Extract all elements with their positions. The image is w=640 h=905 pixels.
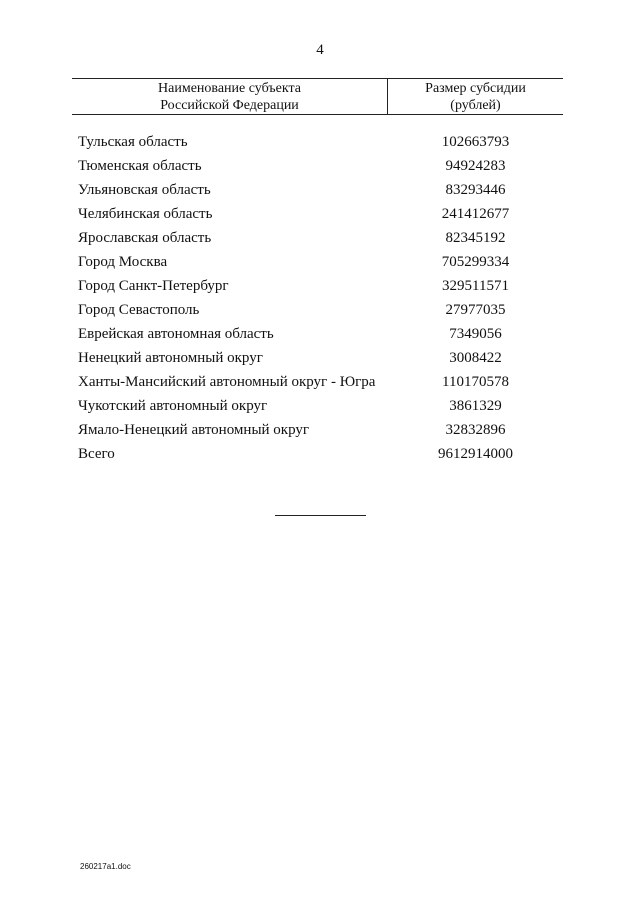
subsidy-amount: 3861329 — [449, 398, 502, 414]
subject-name: Ненецкий автономный округ — [78, 350, 263, 366]
column-header-subject — [72, 80, 387, 114]
end-of-table-rule — [275, 515, 366, 516]
total-amount: 9612914000 — [438, 446, 513, 462]
table-row-total — [78, 444, 563, 468]
table-row — [78, 228, 563, 252]
subject-name: Город Севастополь — [78, 302, 200, 318]
total-label: Всего — [78, 446, 115, 462]
subsidy-table-body — [78, 132, 563, 468]
table-row — [78, 324, 563, 348]
column-header-subject-line1: Наименование субъекта — [158, 81, 301, 96]
subsidy-amount: 27977035 — [445, 302, 506, 318]
subsidy-amount: 329511571 — [442, 278, 509, 294]
subsidy-amount: 82345192 — [445, 230, 506, 246]
subject-name: Город Санкт-Петербург — [78, 278, 229, 294]
subsidy-amount: 110170578 — [442, 374, 509, 390]
subject-name: Ямало-Ненецкий автономный округ — [78, 422, 310, 438]
subsidy-amount: 3008422 — [449, 350, 502, 366]
column-header-amount — [388, 80, 563, 114]
subject-name: Ульяновская область — [78, 182, 211, 198]
subject-name: Тульская область — [78, 134, 188, 150]
subsidy-amount: 94924283 — [445, 158, 506, 174]
subsidy-amount: 241412677 — [441, 206, 510, 222]
subsidy-amount: 32832896 — [445, 422, 506, 438]
table-row — [78, 372, 563, 396]
subject-name: Чукотский автономный округ — [78, 398, 268, 414]
table-row — [78, 252, 563, 276]
subject-name: Ярославская область — [78, 230, 212, 246]
table-row — [78, 204, 563, 228]
table-row — [78, 156, 563, 180]
table-row — [78, 348, 563, 372]
table-header-bottom-rule — [72, 114, 563, 115]
subsidy-amount: 102663793 — [441, 134, 510, 150]
table-row — [78, 300, 563, 324]
column-header-amount-line1: Размер субсидии — [425, 81, 526, 96]
table-row — [78, 132, 563, 156]
table-row — [78, 396, 563, 420]
table-row — [78, 420, 563, 444]
subsidy-amount: 7349056 — [449, 326, 502, 342]
subject-name: Ханты-Мансийский автономный округ - Югра — [78, 374, 376, 390]
subsidy-amount: 83293446 — [445, 182, 506, 198]
column-header-amount-line2: (рублей) — [450, 98, 501, 113]
subject-name: Челябинская область — [78, 206, 213, 222]
table-row — [78, 276, 563, 300]
table-row — [78, 180, 563, 204]
subject-name: Тюменская область — [78, 158, 202, 174]
document-filename: 260217a1.doc — [80, 862, 131, 871]
subject-name: Город Москва — [78, 254, 168, 270]
subject-name: Еврейская автономная область — [78, 326, 274, 342]
page-number: 4 — [316, 42, 324, 58]
subsidy-amount: 705299334 — [441, 254, 510, 270]
table-header-top-rule — [72, 78, 563, 79]
column-header-subject-line2: Российской Федерации — [160, 98, 299, 113]
